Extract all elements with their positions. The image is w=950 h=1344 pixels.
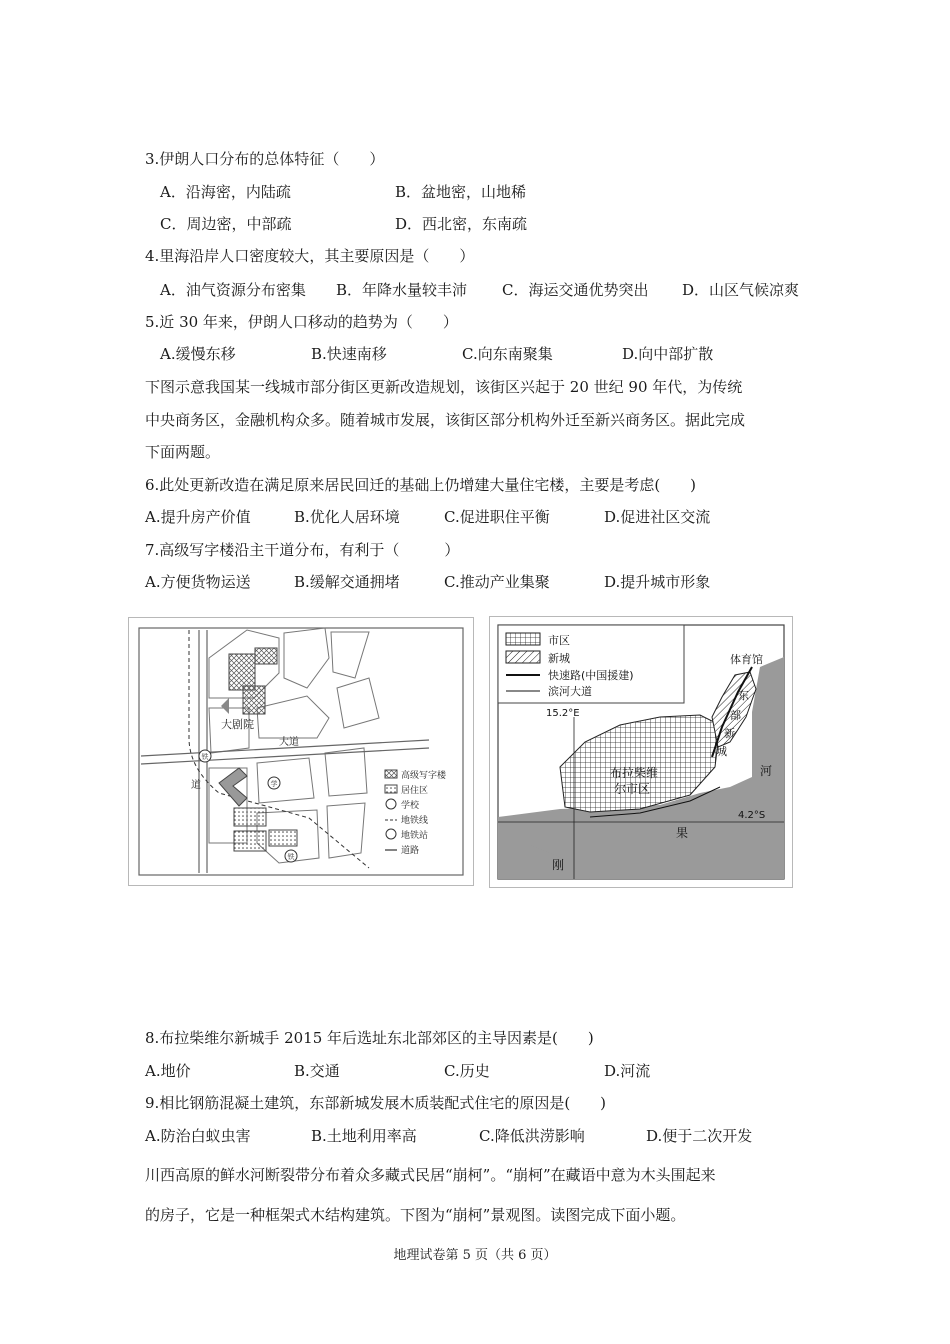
intro-2-line-2: 的房子，它是一种框架式木结构建筑。下图为“崩柯”景观图。读图完成下面小题。 [145, 1206, 686, 1224]
question-5-option-b: B.快速南移 [311, 345, 387, 363]
school-symbol-1: 学 [270, 780, 278, 788]
legend-residential: 居住区 [401, 786, 429, 796]
city-label-line-2: 尔市区 [614, 782, 651, 796]
question-6-option-c: C.促进职住平衡 [444, 508, 550, 526]
east-new-city-char-1: 东 [738, 689, 749, 702]
brazzaville-map [489, 616, 793, 888]
question-8-option-a: A.地价 [145, 1062, 191, 1080]
intro-1-line-2: 中央商务区，金融机构众多。随着城市发展，该街区部分机构外迁至新兴商务区。据此完成 [145, 411, 746, 429]
legend-subway-line: 地铁线 [401, 816, 429, 826]
question-3-option-c: C．周边密，中部疏 [160, 215, 292, 233]
question-4-option-c: C．海运交通优势突出 [502, 281, 649, 299]
question-5-option-c: C.向东南聚集 [462, 345, 553, 363]
legend-urban: 市区 [548, 634, 570, 647]
question-9-option-c: C.降低洪涝影响 [479, 1127, 585, 1145]
question-7-option-c: C.推动产业集聚 [444, 573, 550, 591]
east-new-city-char-4: 城 [716, 745, 727, 758]
question-9-stem: 9.相比钢筋混凝土建筑，东部新城发展木质装配式住宅的原因是( ) [145, 1094, 607, 1112]
question-5-stem: 5.近 30 年来，伊朗人口移动的趋势为（ ） [145, 313, 458, 331]
question-6-option-b: B.优化人居环境 [294, 508, 400, 526]
map1-legend [385, 769, 447, 856]
longitude-label: 15.2°E [546, 708, 580, 719]
legend-road: 道路 [401, 846, 420, 856]
intro-1-line-3: 下面两题。 [145, 443, 221, 461]
legend-office: 高级写字楼 [401, 771, 447, 781]
latitude-label: 4.2°S [738, 810, 766, 821]
question-7-option-b: B.缓解交通拥堵 [294, 573, 400, 591]
question-3-option-a: A．沿海密，内陆疏 [160, 183, 291, 201]
theater-label: 大剧院 [221, 718, 254, 731]
question-9-option-d: D.便于二次开发 [646, 1127, 753, 1145]
question-6-option-d: D.促进社区交流 [604, 508, 711, 526]
intro-1-line-1: 下图示意我国某一线城市部分街区更新改造规划，该街区兴起于 20 世纪 90 年代，为传统 [145, 378, 743, 396]
east-new-city-char-2: 部 [730, 709, 741, 722]
station-symbol-1: 铁 [201, 753, 209, 761]
legend-new-city: 新城 [548, 652, 570, 665]
question-3-option-d: D．西北密，东南疏 [395, 215, 528, 233]
stadium-label: 体育馆 [730, 653, 763, 666]
legend-riverside-avenue: 滨河大道 [548, 685, 592, 698]
question-8-option-c: C.历史 [444, 1062, 490, 1080]
east-new-city-char-3: 新 [724, 727, 735, 740]
legend-school: 学校 [401, 801, 420, 811]
station-symbol-2: 铁 [287, 853, 295, 861]
question-7-option-a: A.方便货物运送 [145, 573, 251, 591]
legend-expressway: 快速路(中国援建) [548, 669, 634, 682]
question-8-stem: 8.布拉柴维尔新城手 2015 年后选址东北部郊区的主导因素是( ) [145, 1029, 594, 1047]
question-6-option-a: A.提升房产价值 [145, 508, 251, 526]
street-renewal-map [128, 617, 474, 886]
question-4-option-a: A．油气资源分布密集 [160, 281, 306, 299]
city-label-line-1: 布拉柴维 [610, 766, 659, 780]
question-8-option-d: D.河流 [604, 1062, 651, 1080]
question-3-option-b: B．盆地密，山地稀 [395, 183, 527, 201]
legend-subway-station: 地铁站 [401, 831, 429, 841]
question-7-option-d: D.提升城市形象 [604, 573, 711, 591]
question-7-stem: 7.高级写字楼沿主干道分布，有利于（ ） [145, 541, 460, 559]
intro-2-line-1: 川西高原的鲜水河断裂带分布着众多藏式民居“崩柯”。“崩柯”在藏语中意为木头围起来 [145, 1166, 716, 1184]
road-label: 道 [191, 780, 201, 791]
avenue-label: 大道 [279, 737, 299, 748]
question-9-option-a: A.防治白蚁虫害 [145, 1127, 251, 1145]
question-4-option-d: D．山区气候凉爽 [682, 281, 800, 299]
question-5-option-d: D.向中部扩散 [622, 345, 714, 363]
question-9-option-b: B.土地利用率高 [311, 1127, 417, 1145]
question-5-option-a: A.缓慢东移 [160, 345, 236, 363]
question-4-option-b: B．年降水量较丰沛 [336, 281, 468, 299]
guo-label: 果 [676, 826, 689, 840]
gang-label: 刚 [552, 858, 565, 872]
question-8-option-b: B.交通 [294, 1062, 340, 1080]
river-label: 河 [760, 764, 773, 778]
page-footer: 地理试卷第 5 页（共 6 页） [393, 1248, 557, 1263]
question-4-stem: 4.里海沿岸人口密度较大，其主要原因是（ ） [145, 247, 475, 265]
question-6-stem: 6.此处更新改造在满足原来居民回迁的基础上仍增建大量住宅楼，主要是考虑( ) [145, 476, 697, 494]
question-3-stem: 3.伊朗人口分布的总体特征（ ） [145, 150, 385, 168]
